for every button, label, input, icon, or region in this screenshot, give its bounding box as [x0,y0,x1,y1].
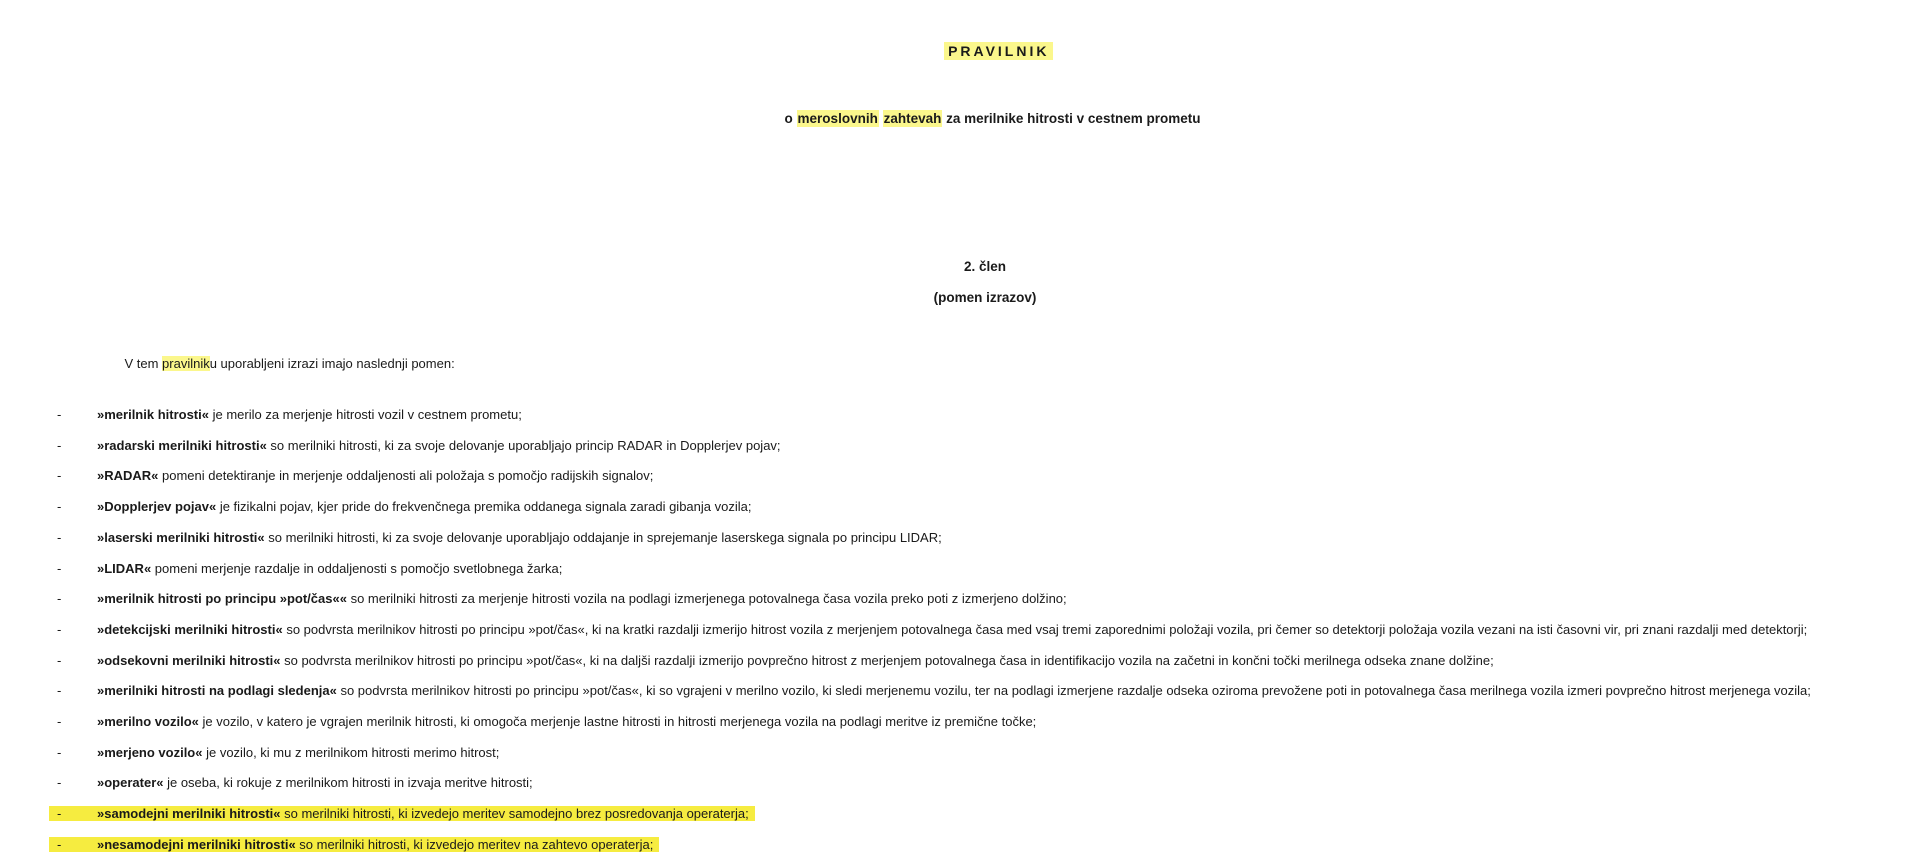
subtitle-text-end: za merilnike hitrosti v cestnem prometu [942,111,1201,126]
list-dash: - [57,683,62,699]
definition-text: so podvrsta merilnikov hitrosti po principu »pot/čas«, ki so vgrajeni v merilno vozilo, ki sledi merjenemu vozilu, ter na podlagi izmerjene razdalje odseka oziroma prevožene poti in potovalnega časa merilnega vozila izmeri povprečno hitrost merjenega vozila; [336,683,1811,699]
definition-term: »merilnik hitrosti po principu »pot/čas«« [97,591,347,607]
definition-term: »merilno vozilo« [97,714,199,730]
definition-term: »merjeno vozilo« [97,744,203,760]
list-dash: - [57,499,62,515]
list-dash: - [57,744,62,760]
definition-item [0,707,1920,738]
definition-term: »samodejni merilniki hitrosti« [97,806,281,822]
definition-term: »laserski merilniki hitrosti« [97,529,265,545]
intro-paragraph [0,340,1920,388]
document-title [0,24,1920,78]
definition-item [0,615,1920,646]
intro-text-after: u uporabljeni izrazi imajo naslednji pomen: [209,356,455,371]
subtitle-text: o [784,111,797,126]
definition-term: »operater« [97,775,164,791]
definition-text: pomeni detektiranje in merjenje oddaljenosti ali položaja s pomočjo radijskih signalov; [158,468,654,484]
definition-line [57,499,751,514]
definition-item [0,554,1920,585]
list-dash: - [57,714,62,730]
definition-item [0,523,1920,554]
definition-term: »merilniki hitrosti na podlagi sledenja« [97,683,337,699]
definition-line [57,530,942,545]
definition-line [57,775,533,790]
intro-text-before: V tem [124,356,163,371]
list-dash: - [57,468,62,484]
definition-term: »LIDAR« [97,560,152,576]
definition-line [49,837,659,852]
definition-line [57,438,781,453]
definition-text: je vozilo, v katero je vgrajen merilnik hitrosti, ki omogoča merjenje lastne hitrosti in hitrosti merjenega vozila na podlagi meritve iz premične točke; [198,714,1037,730]
article-heading: 2. člen [963,259,1007,274]
document-subtitle [0,92,1920,146]
definition-text: je fizikalni pojav, kjer pride do frekvenčnega premika oddanega signala zaradi gibanja vozila; [216,499,752,515]
definition-item [0,461,1920,492]
definition-line [57,683,1811,698]
definition-line [57,561,562,576]
definition-term: »Dopplerjev pojav« [97,499,217,515]
definition-line [57,714,1036,729]
intro-highlight: pravilnik [162,356,210,371]
definition-term: »detekcijski merilniki hitrosti« [97,621,283,637]
definition-item [0,768,1920,799]
list-dash: - [57,560,62,576]
definition-line [57,468,653,483]
definition-term: »radarski merilniki hitrosti« [97,437,267,453]
definition-text: so merilniki hitrosti, ki za svoje delovanje uporabljajo oddajanje in sprejemanje laserskega signala po principu LIDAR; [264,529,942,545]
definition-text: je merilo za merjenje hitrosti vozil v cestnem prometu; [208,407,522,422]
list-dash: - [57,529,62,545]
definition-term: »RADAR« [97,468,159,484]
title-highlight: PRAVILNIK [944,42,1053,60]
definition-text: je oseba, ki rokuje z merilnikom hitrosti in izvaja meritve hitrosti; [163,775,533,791]
article-subheading: (pomen izrazov) [933,290,1037,305]
list-dash: - [57,407,62,422]
definition-text: so merilniki hitrosti za merjenje hitrosti vozila na podlagi izmerjenega potovalnega časa vozila preko poti z izmerjeno dolžino; [346,591,1067,607]
definition-text: so merilniki hitrosti, ki izvedejo meritev na zahtevo operaterja; [295,836,654,852]
definition-line [57,653,1494,668]
definition-term: »nesamodejni merilniki hitrosti« [97,836,296,852]
definition-line [57,622,1807,637]
definition-item [0,646,1920,677]
definitions-list [0,400,1920,861]
definition-line [49,806,755,821]
definition-text: pomeni merjenje razdalje in oddaljenosti s pomočjo svetlobnega žarka; [151,560,563,576]
definition-term: »odsekovni merilniki hitrosti« [97,652,281,668]
definition-item [0,492,1920,523]
definition-item [0,799,1920,830]
list-dash: - [57,621,62,637]
list-dash: - [57,836,62,852]
list-dash: - [57,775,62,791]
list-dash: - [57,652,62,668]
list-dash: - [57,437,62,453]
definition-item [0,584,1920,615]
definition-item [0,738,1920,769]
definition-item [0,400,1920,431]
definition-item [0,830,1920,861]
definition-line [57,407,522,422]
definition-text: so podvrsta merilnikov hitrosti po principu »pot/čas«, ki na kratki razdalji izmerijo hitrost vozila z merjenjem potovalnega časa med vsaj tremi zaporednimi položaji vozila, pri čemer so detektorji položaja vozila vezani na isti časovni vir, pri znani razdalji med detektorji; [282,621,1808,637]
definition-item [0,676,1920,707]
definition-text: so merilniki hitrosti, ki za svoje delovanje uporabljajo princip RADAR in Dopplerjev pojav; [266,437,781,453]
definition-term: »merilnik hitrosti« [97,407,209,422]
subtitle-highlight-2: zahtevah [883,111,942,126]
subtitle-highlight-1: meroslovnih [797,111,878,126]
definition-item [0,431,1920,462]
definition-text: so merilniki hitrosti, ki izvedejo meritev samodejno brez posredovanja operaterja; [280,806,749,822]
definition-text: je vozilo, ki mu z merilnikom hitrosti merimo hitrost; [202,744,500,760]
list-dash: - [57,806,62,822]
definition-text: so podvrsta merilnikov hitrosti po principu »pot/čas«, ki na daljši razdalji izmerijo povprečno hitrost z merjenjem potovalnega časa in identifikacijo vozila na začetni in končni točki merilnega odseka znane dolžine; [280,652,1494,668]
definition-line [57,745,499,760]
list-dash: - [57,591,62,607]
definition-line [57,591,1067,606]
